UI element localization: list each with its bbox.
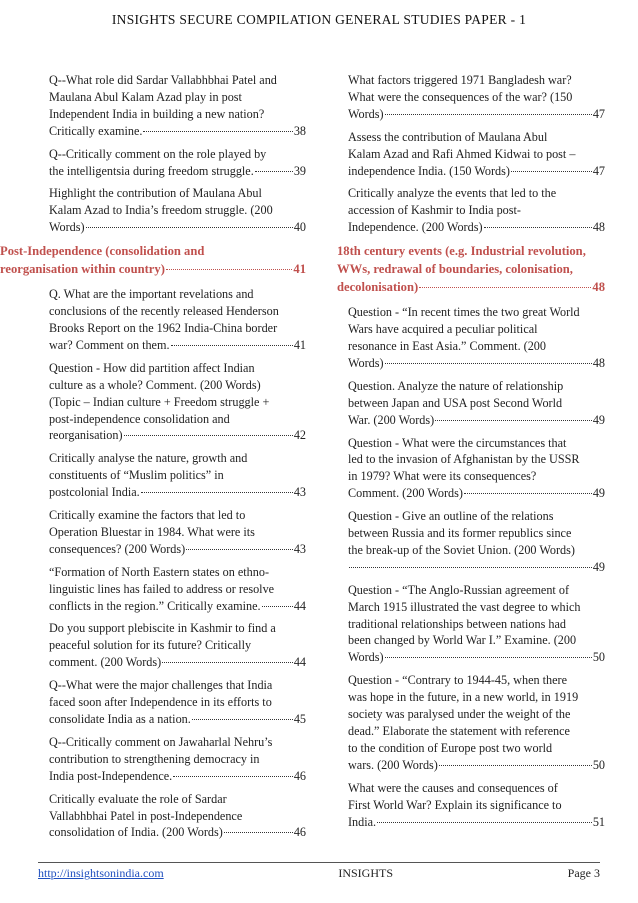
- dot-leader: [262, 606, 293, 607]
- page-number: 49: [592, 486, 605, 501]
- toc-entry[interactable]: [337, 129, 605, 180]
- toc-section-heading[interactable]: [337, 242, 605, 296]
- section-heading-text: Post-Independence (consolidation and: [0, 244, 205, 259]
- toc-entry-text: the intelligentsia during freedom struggle.: [49, 163, 254, 178]
- toc-entry-text: contribution to strengthening democracy in: [49, 751, 260, 766]
- toc-entry-text: postcolonial India.: [49, 485, 140, 500]
- toc-entry-text: War. (200 Words): [348, 412, 435, 427]
- toc-entry-text: Question - “The Anglo-Russian agreement of: [348, 582, 570, 597]
- dot-leader: [511, 171, 592, 172]
- toc-entry-text: consequences? (200 Words): [49, 541, 186, 556]
- toc-entry-text: India.: [348, 814, 377, 829]
- toc-entry[interactable]: [337, 435, 605, 503]
- toc-entry-text: Words): [348, 355, 384, 370]
- footer-divider: [38, 862, 600, 863]
- page-number: 41: [293, 262, 306, 277]
- dot-leader: [377, 822, 592, 823]
- toc-entry-text: What were the consequences of the war? (150: [348, 89, 573, 104]
- toc-entry[interactable]: [337, 378, 605, 429]
- page-number: 40: [293, 220, 306, 235]
- toc-entry-text: independence India. (150 Words): [348, 163, 510, 178]
- toc-entry[interactable]: [337, 508, 605, 576]
- toc-entry[interactable]: [38, 507, 306, 558]
- page-number: 49: [592, 559, 605, 574]
- toc-entry-text: Q. What are the important revelations and: [49, 287, 254, 302]
- toc-entry-text: been changed by World War I.” Examine. (200: [348, 633, 577, 648]
- toc-entry-text: consolidate India as a nation.: [49, 712, 191, 726]
- dot-leader: [162, 662, 293, 663]
- toc-entry-text: (Topic – Indian culture + Freedom struggle +: [49, 394, 270, 409]
- toc-entry[interactable]: [38, 360, 306, 445]
- dot-leader: [141, 492, 293, 493]
- toc-entry[interactable]: [337, 672, 605, 773]
- toc-entry-text: March 1915 illustrated the vast degree to which: [348, 599, 581, 614]
- page-number: 48: [592, 355, 605, 370]
- dot-leader: [171, 345, 293, 346]
- toc-entry-text: Question - Give an outline of the relations: [348, 509, 554, 524]
- toc-entry-text: Independence. (200 Words): [348, 220, 483, 235]
- section-heading-text: 18th century events (e.g. Industrial revolution,: [337, 244, 586, 259]
- toc-entry-text: “Formation of North Eastern states on ethno-: [49, 564, 269, 579]
- toc-entry-text: Q--What were the major challenges that India: [49, 678, 273, 693]
- toc-entry-text: First World War? Explain its significance to: [348, 797, 562, 812]
- toc-entry-text: India post-Independence.: [49, 768, 173, 783]
- toc-entry-text: Brooks Report on the 1962 India-China border: [49, 320, 278, 335]
- toc-entry-text: Words): [348, 106, 384, 121]
- section-heading-text: reorganisation within country): [0, 262, 165, 277]
- toc-entry-text: led to the invasion of Afghanistan by the USSR: [348, 452, 580, 467]
- toc-entry-text: Q--What role did Sardar Vallabhbhai Patel and: [49, 73, 277, 87]
- section-heading-text: WWs, redrawal of boundaries, colonisation,: [337, 262, 573, 277]
- dot-leader: [385, 657, 592, 658]
- dot-leader: [385, 114, 592, 115]
- toc-entry-text: peaceful solution for its future? Critically: [49, 638, 252, 653]
- page-number: 39: [293, 163, 306, 178]
- page-number: 50: [592, 757, 605, 772]
- toc-entry[interactable]: [38, 791, 306, 842]
- toc-entry-text: accession of Kashmir to India post-: [348, 203, 521, 218]
- toc-entry-text: culture as a whole? Comment. (200 Words): [49, 377, 261, 392]
- toc-entry-text: Q--Critically comment on Jawaharlal Nehru’s: [49, 734, 273, 749]
- page-number: 41: [293, 337, 306, 352]
- toc-entry-text: What factors triggered 1971 Bangladesh war?: [348, 73, 572, 87]
- dot-leader: [484, 227, 592, 228]
- toc-entry[interactable]: [38, 620, 306, 671]
- dot-leader: [349, 567, 592, 568]
- toc-entry-text: traditional relationships between nations had: [348, 616, 566, 631]
- toc-entry-text: Assess the contribution of Maulana Abul: [348, 129, 548, 144]
- toc-entry-text: consolidation of India. (200 Words): [49, 825, 223, 840]
- toc-entry-text: Critically evaluate the role of Sardar: [49, 791, 227, 806]
- dot-leader: [173, 776, 293, 777]
- toc-entry-text: Kalam Azad and Rafi Ahmed Kidwai to post –: [348, 146, 576, 161]
- toc-entry[interactable]: [38, 450, 306, 501]
- toc-entry-text: What were the causes and consequences of: [348, 780, 558, 795]
- dot-leader: [435, 420, 592, 421]
- page-number: 43: [293, 485, 306, 500]
- toc-entry-text: Do you support plebiscite in Kashmir to find a: [49, 621, 276, 636]
- toc-entry-text: reorganisation): [49, 428, 123, 443]
- toc-entry-text: Question - What were the circumstances that: [348, 435, 567, 450]
- dot-leader: [464, 493, 592, 494]
- toc-entry-text: Comment. (200 Words): [348, 486, 463, 501]
- toc-entry-text: post-independence consolidation and: [49, 411, 230, 426]
- toc-column-left: [0, 72, 306, 847]
- section-heading-text: decolonisation): [337, 280, 419, 295]
- toc-entry-text: Critically analyze the events that led to the: [348, 186, 557, 201]
- dot-leader: [86, 227, 293, 228]
- toc-entry[interactable]: [38, 677, 306, 728]
- page-footer: [38, 866, 600, 881]
- dot-leader: [255, 171, 293, 172]
- toc-entry[interactable]: [337, 780, 605, 831]
- page-number: 38: [293, 123, 306, 138]
- toc-entry-text: Critically examine.: [49, 123, 143, 138]
- page-number: 48: [592, 220, 605, 235]
- page-header: INSIGHTS SECURE COMPILATION GENERAL STUDIES PAPER - 1: [111, 12, 527, 27]
- dot-leader: [439, 765, 592, 766]
- toc-entry-text: Critically examine the factors that led to: [49, 508, 246, 523]
- toc-entry-text: linguistic lines has failed to address or resolve: [49, 581, 275, 596]
- toc-entry-text: faced soon after Independence in its efforts to: [49, 695, 272, 710]
- page-number: 48: [592, 280, 605, 295]
- toc-entry[interactable]: [38, 185, 306, 236]
- toc-entry-text: was hope in the future, in a new world, in 1919: [348, 690, 579, 705]
- footer-website-link[interactable]: http://insightsonindia.com: [38, 866, 164, 880]
- toc-entry-text: society was paralysed under the weight of the: [348, 707, 571, 722]
- dot-leader: [224, 832, 293, 833]
- toc-entry-text: to the condition of Europe post two world: [348, 740, 553, 755]
- dot-leader: [143, 131, 292, 132]
- toc-entry-text: Q--Critically comment on the role played by: [49, 146, 267, 161]
- toc-entry-text: conclusions of the recently released Henderson: [49, 304, 279, 319]
- page-number: 44: [293, 598, 306, 613]
- page-number: 49: [592, 412, 605, 427]
- toc-entry-text: Question - How did partition affect Indian: [49, 360, 255, 375]
- dot-leader: [186, 549, 293, 550]
- toc-entry-text: the break-up of the Soviet Union. (200 Words): [348, 542, 575, 557]
- toc-entry-text: war? Comment on them.: [49, 337, 170, 352]
- toc-entry-text: comment. (200 Words): [49, 655, 162, 670]
- toc-entry-text: Vallabhbhai Patel in post-Independence: [49, 808, 243, 823]
- dot-leader: [124, 435, 293, 436]
- toc-entry-text: Operation Bluestar in 1984. What were its: [49, 524, 255, 539]
- toc-entry[interactable]: [38, 72, 306, 140]
- page-number: 42: [293, 428, 306, 443]
- page-number: 45: [293, 712, 306, 726]
- page-number: 44: [293, 655, 306, 670]
- toc-entry[interactable]: [38, 286, 306, 354]
- toc-entry[interactable]: [38, 146, 306, 180]
- toc-entry-text: between Japan and USA post Second World: [348, 395, 563, 410]
- toc-entry-text: between Russia and its former republics since: [348, 526, 572, 541]
- toc-entry-text: Independent India in building a new nation?: [49, 106, 265, 121]
- toc-entry-text: Wars have acquired a peculiar political: [348, 322, 538, 337]
- dot-leader: [192, 719, 293, 720]
- toc-column-right: [337, 72, 605, 836]
- toc-entry-text: Question - “In recent times the two great World: [348, 305, 580, 320]
- toc-entry[interactable]: [38, 564, 306, 615]
- page-number: 50: [592, 650, 605, 665]
- toc-entry-text: Highlight the contribution of Maulana Abul: [49, 186, 262, 201]
- page-number: 51: [592, 814, 605, 829]
- toc-entry-text: Kalam Azad to India’s freedom struggle. (200: [49, 203, 273, 218]
- toc-entry-text: Question - “Contrary to 1944-45, when there: [348, 673, 567, 688]
- toc-entry-text: Question. Analyze the nature of relationship: [348, 378, 564, 393]
- toc-entry-text: in 1979? What were its consequences?: [348, 469, 537, 484]
- page-number: 46: [293, 825, 306, 840]
- page-number: 47: [592, 163, 605, 178]
- footer-center-text: INSIGHTS: [338, 866, 393, 880]
- page-number: 43: [293, 541, 306, 556]
- toc-entry-text: Maulana Abul Kalam Azad play in post: [49, 89, 242, 104]
- toc-entry-text: Words): [49, 220, 85, 235]
- toc-entry[interactable]: [337, 185, 605, 236]
- toc-entry-text: constituents of “Muslim politics” in: [49, 468, 224, 483]
- dot-leader: [385, 363, 592, 364]
- toc-entry[interactable]: [38, 734, 306, 785]
- toc-entry-text: Critically analyse the nature, growth and: [49, 451, 248, 466]
- toc-entry-text: Words): [348, 650, 384, 665]
- dot-leader: [166, 269, 293, 270]
- page-number: 47: [592, 106, 605, 121]
- toc-entry[interactable]: [337, 582, 605, 667]
- toc-section-heading[interactable]: [0, 242, 306, 278]
- toc-entry-text: resonance in East Asia.” Comment. (200: [348, 338, 546, 353]
- toc-entry[interactable]: [337, 304, 605, 372]
- footer-page-number: Page 3: [567, 866, 600, 880]
- toc-entry-text: dead.” Elaborate the statement with reference: [348, 724, 570, 738]
- toc-entry-text: conflicts in the region.” Critically examine.: [49, 598, 261, 613]
- toc-entry[interactable]: [337, 72, 605, 123]
- dot-leader: [419, 287, 591, 288]
- toc-entry-text: wars. (200 Words): [348, 757, 438, 772]
- page-number: 46: [293, 768, 306, 783]
